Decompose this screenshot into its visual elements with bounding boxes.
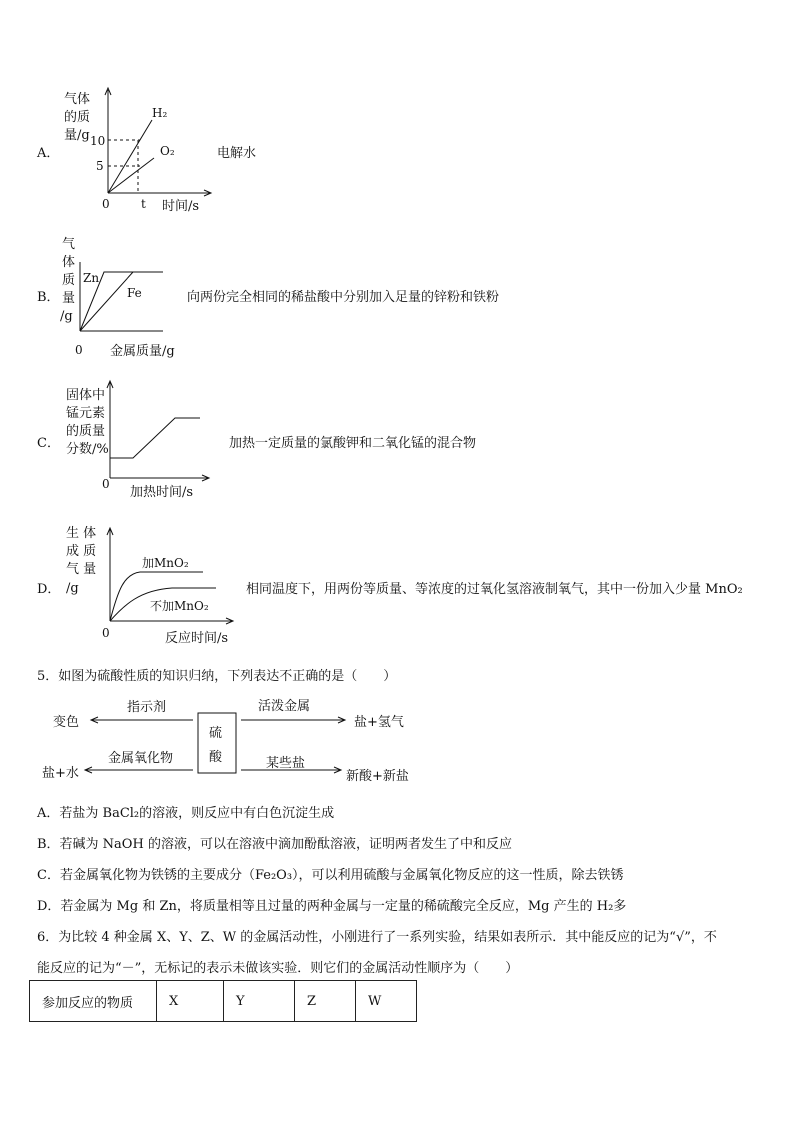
graph-d-ylabel-4: /g xyxy=(66,581,79,596)
graph-a-t-label: t xyxy=(141,197,146,211)
graph-d-label-with-mno2: 加MnO₂ xyxy=(142,556,189,570)
option-d-description: 相同温度下，用两份等质量、等浓度的过氧化氢溶液制氧气，其中一份加入少量 MnO₂ xyxy=(246,582,743,597)
graph-a-ylabel-1: 气体 xyxy=(64,92,91,107)
q6-table xyxy=(29,980,417,1022)
graph-a-tick-5: 5 xyxy=(96,159,104,173)
q6-stem-line-2: 能反应的记为“－”，无标记的表示未做该实验．则它们的金属活动性顺序为（ ） xyxy=(37,961,519,976)
graph-d-label-without-mno2: 不加MnO₂ xyxy=(150,599,209,613)
graph-d-xlabel: 反应时间/s xyxy=(165,631,229,646)
graph-b-ylabel-5: /g xyxy=(60,309,73,324)
diagram-label-indicator: 指示剂 xyxy=(127,700,167,715)
table-row xyxy=(30,981,417,1022)
graph-b-zn-label: Zn xyxy=(83,271,100,285)
graph-b-ylabel-4: 量 xyxy=(62,291,76,306)
graph-d-origin: 0 xyxy=(102,626,110,640)
diagram-result-new-acid-salt: 新酸+新盐 xyxy=(346,769,409,784)
diagram-center-char-1: 硫 xyxy=(209,726,223,741)
graph-a-h2-label: H₂ xyxy=(152,106,168,120)
diagram-result-salt-water: 盐+水 xyxy=(42,766,79,781)
q5-choice-c: C．若金属氧化物为铁锈的主要成分（Fe₂O₃），可以利用硫酸与金属氧化物反应的这一性质，除去铁锈 xyxy=(37,868,624,883)
graph-b-ylabel-3: 质 xyxy=(62,273,76,288)
graph-a-o2-label: O₂ xyxy=(160,144,175,158)
graph-d-ylabel-2: 成 质 xyxy=(66,544,97,559)
q6-stem-line-1: 6．为比较 4 种金属 X、Y、Z、W 的金属活动性，小刚进行了一系列实验，结果如表所示．其中能反应的记为“√”，不 xyxy=(37,930,717,945)
graph-d-ylabel-3: 气 量 xyxy=(66,562,97,577)
diagram-center-char-2: 酸 xyxy=(209,750,223,765)
graph-c-ylabel-1: 固体中 xyxy=(66,388,106,403)
graph-c-xlabel: 加热时间/s xyxy=(130,485,194,500)
option-c-description: 加热一定质量的氯酸钾和二氧化锰的混合物 xyxy=(229,436,477,451)
graph-a-xlabel: 时间/s xyxy=(162,199,200,214)
graph-a-tick-10: 10 xyxy=(90,134,106,148)
q5-choice-b: B．若碱为 NaOH 的溶液，可以在溶液中滴加酚酞溶液，证明两者发生了中和反应 xyxy=(37,837,512,852)
option-a-letter: A． xyxy=(37,146,60,161)
graph-b-ylabel-1: 气 xyxy=(62,237,76,252)
option-a-description: 电解水 xyxy=(217,146,257,161)
q5-stem: 5．如图为硫酸性质的知识归纳，下列表达不正确的是（ ） xyxy=(37,669,397,684)
table-header-substance: 参加反应的物质 xyxy=(30,981,157,1022)
graph-c-origin: 0 xyxy=(102,477,110,491)
graph-b-origin: 0 xyxy=(75,343,83,357)
table-header-w: W xyxy=(356,981,417,1022)
option-b-description: 向两份完全相同的稀盐酸中分别加入足量的锌粉和铁粉 xyxy=(187,290,500,305)
q5-choice-d: D．若金属为 Mg 和 Zn，将质量相等且过量的两种金属与一定量的稀硫酸完全反应，Mg 产生的 H₂多 xyxy=(37,899,627,914)
diagram-label-metal-oxide: 金属氧化物 xyxy=(108,751,174,766)
diagram-label-some-salts: 某些盐 xyxy=(266,756,306,771)
graph-b-fe-label: Fe xyxy=(127,286,142,300)
graph-b-ylabel-2: 体 xyxy=(62,255,76,270)
table-header-z: Z xyxy=(295,981,356,1022)
table-header-y: Y xyxy=(224,981,295,1022)
diagram-label-active-metal: 活泼金属 xyxy=(258,699,311,714)
option-b-letter: B． xyxy=(37,290,60,305)
graph-d-ylabel-1: 生 体 xyxy=(66,526,97,541)
q5-choice-a: A．若盐为 BaCl₂的溶液，则反应中有白色沉淀生成 xyxy=(37,806,335,821)
table-header-x: X xyxy=(157,981,224,1022)
graph-a-origin: 0 xyxy=(102,197,110,211)
graph-b-xlabel: 金属质量/g xyxy=(110,344,175,359)
graph-a-ylabel-2: 的质 xyxy=(64,110,91,125)
graph-c-ylabel-3: 的质量 xyxy=(66,424,106,439)
option-d-letter: D． xyxy=(37,582,61,597)
graph-c-ylabel-4: 分数/% xyxy=(66,442,109,457)
graph-c-ylabel-2: 锰元素 xyxy=(66,406,106,421)
option-c-letter: C． xyxy=(37,436,60,451)
diagram-result-salt-hydrogen: 盐+氢气 xyxy=(354,715,404,730)
graph-a-ylabel-3: 量/g xyxy=(64,128,90,143)
diagram-result-color-change: 变色 xyxy=(53,715,80,730)
